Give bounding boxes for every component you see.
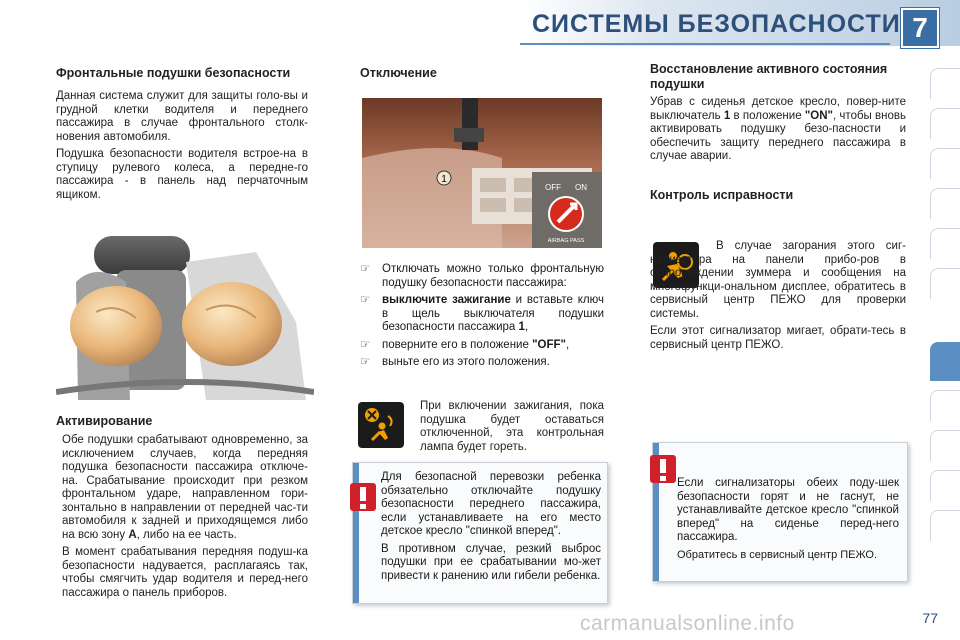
activation-text-1: Обе подушки срабатывают одновременно, за исключением случаев, когда передняя подушка безопасности пассажира отключе-на. Срабатывание происходит при резком фронтальном ударе, направленном гори-зонтально в направлении от передней час-ти автомобиля к задней и приходящемся либо на всю зону xyxy=(62,434,308,541)
section-heading-front-airbags: Фронтальные подушки безопасности xyxy=(56,66,291,80)
on-value: "ON" xyxy=(804,109,833,122)
activation-text xyxy=(62,434,308,604)
indicator-text: При включении зажигания, пока подушка будет оставаться отключенной, эта контрольная лампа будет гореть. xyxy=(420,400,604,453)
reactivation-text-2: в положение xyxy=(730,109,805,122)
chapter-tab[interactable] xyxy=(930,390,960,421)
activation-paragraph-2: В момент срабатывания передняя подуш-ка безопасности надувается, расплагаясь так, чтобы смягчить удар водителя и перед-него пассажира о панель приборов. xyxy=(62,546,308,599)
warning-paragraph-2: Обратитесь в сервисный центр ПЕЖО. xyxy=(677,548,878,561)
chapter-tab[interactable] xyxy=(930,68,960,99)
chapter-tabs xyxy=(930,60,960,620)
step-num: 1 xyxy=(518,321,525,333)
step-text: Отключать можно только фронтальную подушку безопасности пассажира: xyxy=(382,263,604,289)
step-text: и вставьте ключ в щель выключателя подушки безопасности пассажира xyxy=(382,294,604,333)
pointer-icon: ☞ xyxy=(360,338,371,351)
off-label: OFF xyxy=(545,183,561,192)
activation-paragraph-1 xyxy=(62,434,308,542)
step-item xyxy=(360,294,604,335)
step-bold: "OFF" xyxy=(532,338,566,351)
activation-text-1-tail: , либо на ее часть. xyxy=(136,528,237,541)
warning-text xyxy=(381,471,601,587)
page-title: СИСТЕМЫ БЕЗОПАСНОСТИ xyxy=(532,10,901,38)
callout-1: 1 xyxy=(441,174,447,185)
reactivation-text xyxy=(650,96,906,164)
warning-paragraph-2: В противном случае, резкий выброс подушки при ее срабатывании мо-жет привести к ранению или гибели ребенка. xyxy=(381,542,601,582)
chapter-tab[interactable] xyxy=(930,188,960,219)
intro-paragraph-2: Подушка безопасности водителя встрое-на в ступицу рулевого колеса, а передне-го пассажира - в панель над перчаточным ящиком. xyxy=(56,148,308,201)
check-text xyxy=(650,240,906,356)
pointer-icon: ☞ xyxy=(360,356,371,368)
on-label: ON xyxy=(575,183,587,192)
airbag-illustration xyxy=(56,222,314,400)
section-heading-deactivation: Отключение xyxy=(360,66,437,80)
step-item xyxy=(360,339,604,353)
step-text: выньте его из этого положения. xyxy=(382,356,550,368)
chapter-number: 7 xyxy=(901,8,939,48)
check-paragraph-2: Если этот сигнализатор мигает, обрати-тесь в сервисный центр ПЕЖО. xyxy=(650,325,906,351)
deactivation-steps xyxy=(360,263,604,374)
warning-exclamation-icon xyxy=(648,453,678,485)
reactivation-num: 1 xyxy=(723,109,731,122)
step-end: , xyxy=(565,338,570,351)
airbag-pass-label: AIRBAG PASS xyxy=(547,238,585,244)
pointer-icon: ☞ xyxy=(360,294,371,306)
airbag-off-warning-icon xyxy=(358,402,404,448)
chapter-tab[interactable] xyxy=(930,510,960,541)
step-bold: выключите зажигание xyxy=(382,294,511,306)
chapter-tab[interactable] xyxy=(930,470,960,501)
child-seat-warning-box xyxy=(352,462,608,604)
watermark: carmanualsonline.info xyxy=(580,612,795,635)
intro-text xyxy=(56,90,308,206)
section-heading-check: Контроль исправности xyxy=(650,188,794,202)
section-heading-reactivation: Восстановление активного состояния подушки xyxy=(650,62,888,91)
chapter-tab[interactable] xyxy=(930,108,960,139)
warning-text xyxy=(677,477,899,566)
chapter-tab[interactable] xyxy=(930,268,960,299)
step-text: поверните его в положение xyxy=(382,338,533,351)
chapter-tab[interactable] xyxy=(930,148,960,179)
page-number: 77 xyxy=(922,610,938,626)
reactivation-text-1: Убрав с сиденья детское кресло, повер-ните выключатель xyxy=(650,96,906,122)
step-item xyxy=(360,356,604,370)
intro-paragraph-1: Данная система служит для защиты голо-вы и грудной клетки водителя и переднего пассажира в случае фронтального столк-новения автомобиля. xyxy=(56,90,308,143)
section-heading-activation: Активирование xyxy=(56,414,153,428)
chapter-tab[interactable] xyxy=(930,228,960,259)
step-item xyxy=(360,263,604,290)
zone-label: A xyxy=(128,528,137,541)
check-paragraph-1: В случае загорания этого сиг-нализатора на панели прибо-ров в сопровождении зуммера и сообщения на многофункци-ональном дисплее, обратитесь в сервисный центр ПЕЖО для проверки системы. xyxy=(650,240,906,320)
step-end: , xyxy=(524,321,529,333)
chapter-tab-active[interactable] xyxy=(930,342,960,381)
warning-paragraph-1: Если сигнализаторы обеих поду-шек безопасности горят и не гаснут, не устанавливайте детское кресло "спинкой вперед" на сиденье перед-него пассажира. xyxy=(677,477,899,543)
warning-paragraph-1: Для безопасной перевозки ребенка обязательно отключайте подушку безопасности переднего пассажира, если устанавливаете на его место детское кресло "спинкой вперед". xyxy=(381,471,601,537)
airbag-switch-photo xyxy=(362,98,602,248)
reactivation-text-3: , чтобы вновь активировать подушку безо-пасности и обеспечить защиту переднего пассажира в случае аварии. xyxy=(650,109,907,162)
chapter-tab[interactable] xyxy=(930,430,960,461)
pointer-icon: ☞ xyxy=(360,263,371,275)
warning-exclamation-icon xyxy=(348,481,378,513)
dual-indicator-warning-box xyxy=(652,442,908,582)
